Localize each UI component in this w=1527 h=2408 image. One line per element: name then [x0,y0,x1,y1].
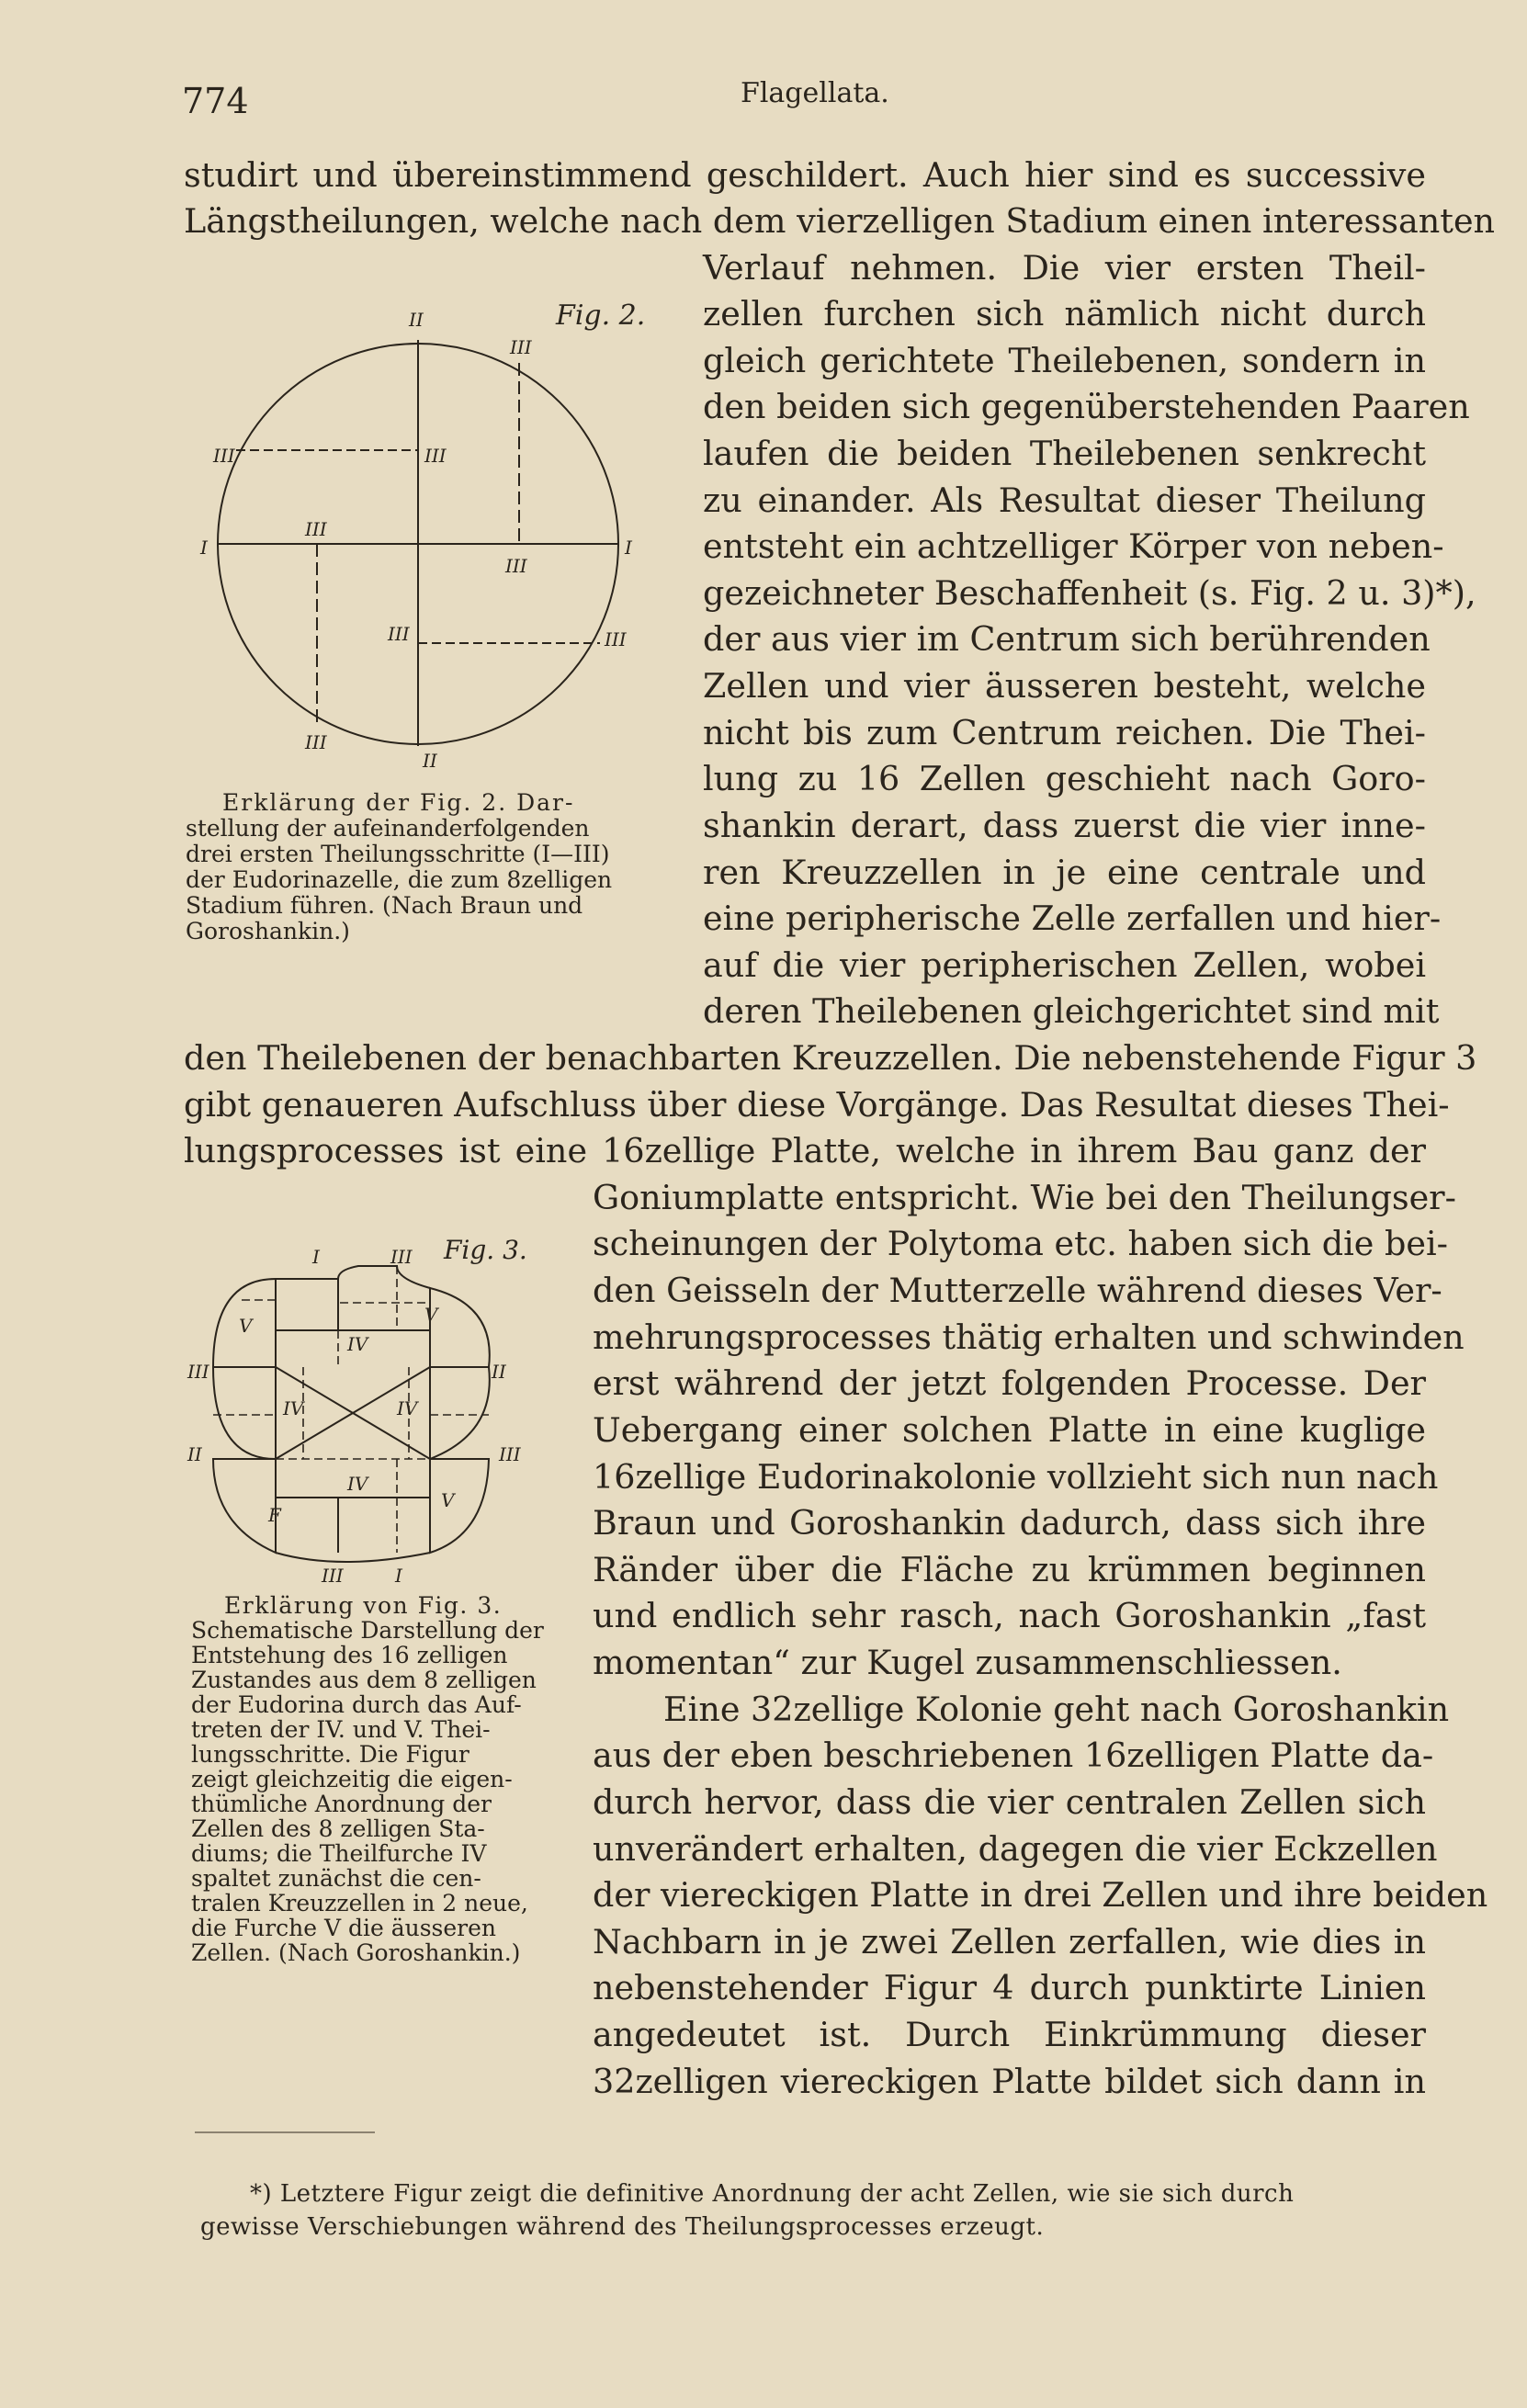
fig3-caption-line: Erklärung von Fig. 3. [224,1592,503,1619]
fig3-label: IV [397,1397,418,1419]
fig2-label: III [305,518,327,540]
body-line: den Geisseln der Mutterzelle während dieses Ver- [593,1271,1442,1310]
fig2-label: II [423,750,437,772]
body-line: Braun und Goroshankin dadurch, dass sich ihre [593,1503,1426,1543]
fig3-caption-line: zeigt gleichzeitig die eigen- [191,1766,513,1792]
figure-3-diagram [184,1231,551,1589]
body-line: den Theilebenen der benachbarten Kreuzzellen. Die nebenstehende Figur 3 [184,1038,1477,1078]
body-line: 16zellige Eudorinakolonie vollzieht sich nun nach [593,1457,1439,1497]
body-line: Nachbarn in je zwei Zellen zerfallen, wie dies in [593,1922,1426,1961]
body-line: und endlich sehr rasch, nach Goroshankin „fast [593,1596,1426,1635]
fig3-label: II [492,1361,506,1383]
fig3-label: IV [347,1333,368,1355]
body-line: eine peripherische Zelle zerfallen und hier- [703,899,1442,938]
body-line: entsteht ein achtzelliger Körper von neben- [703,526,1444,566]
body-line: laufen die beiden Theilebenen senkrecht [703,434,1426,473]
body-line: deren Theilebenen gleichgerichtet sind mit [703,991,1440,1031]
body-line: mehrungsprocesses thätig erhalten und schwinden [593,1317,1465,1357]
fig3-caption-line: treten der IV. und V. Thei- [191,1716,491,1743]
fig3-label: IV [283,1397,304,1419]
body-line: gezeichneter Beschaffenheit (s. Fig. 2 u. 3)*), [703,573,1476,613]
fig3-label: IV [347,1473,368,1495]
fig3-caption-line: der Eudorina durch das Auf- [191,1691,522,1718]
body-line: nebenstehender Figur 4 durch punktirte Linien [593,1968,1426,2007]
fig2-label: III [505,555,527,577]
running-head: Flagellata. [741,77,889,109]
fig3-label: II [187,1443,202,1465]
fig2-label: III [213,445,235,467]
footnote-line: gewisse Verschiebungen während des Theilungsprocesses erzeugt. [200,2213,1045,2241]
body-line: 32zelligen viereckigen Platte bildet sich dann in [593,2062,1426,2101]
fig3-label: F [268,1504,281,1526]
body-line: shankin derart, dass zuerst die vier inne- [703,806,1426,845]
footnote-line: *) Letztere Figur zeigt die definitive Anordnung der acht Zellen, wie sie sich durch [250,2180,1295,2208]
fig3-caption-line: diums; die Theilfurche IV [191,1840,487,1867]
body-line: Verlauf nehmen. Die vier ersten Theil- [703,248,1426,288]
fig3-caption-line: Zustandes aus dem 8 zelligen [191,1667,537,1693]
fig3-caption-line: Zellen des 8 zelligen Sta- [191,1815,485,1842]
body-line: der viereckigen Platte in drei Zellen und ihre beiden [593,1875,1488,1915]
fig3-title: Fig. 3. [444,1235,527,1265]
body-line: nicht bis zum Centrum reichen. Die Thei- [703,713,1426,752]
fig2-label: I [625,537,632,559]
fig3-label: III [322,1565,344,1587]
body-line: auf die vier peripherischen Zellen, wobei [703,945,1426,985]
body-line: angedeutet ist. Durch Einkrümmung dieser [593,2015,1426,2054]
body-line: unverändert erhalten, dagegen die vier Eckzellen [593,1829,1438,1869]
fig3-label: I [312,1246,320,1268]
body-line: gleich gerichtete Theilebenen, sondern in [703,341,1426,380]
fig3-caption-line: Schematische Darstellung der [191,1617,544,1644]
fig2-caption-line: stellung der aufeinanderfolgenden [186,815,590,842]
fig2-label: III [605,628,627,650]
body-line: der aus vier im Centrum sich berührenden [703,619,1431,659]
body-line: Eine 32zellige Kolonie geht nach Goroshankin [663,1690,1450,1729]
fig2-label: III [510,336,532,358]
body-line: Zellen und vier äusseren besteht, welche [703,666,1426,706]
fig3-label: III [187,1361,209,1383]
fig2-title: Fig. 2. [556,300,646,332]
body-line: scheinungen der Polytoma etc. haben sich die bei- [593,1224,1448,1263]
fig2-caption-line: Erklärung der Fig. 2. Dar- [222,789,575,816]
body-line: aus der eben beschriebenen 16zelligen Platte da- [593,1735,1434,1775]
figure-2-diagram [184,299,662,776]
fig2-label: I [200,537,208,559]
body-line: zu einander. Als Resultat dieser Theilung [703,480,1426,520]
body-line: gibt genaueren Aufschluss über diese Vorgänge. Das Resultat dieses Thei- [184,1085,1450,1125]
body-line: durch hervor, dass die vier centralen Zellen sich [593,1782,1426,1822]
body-line: studirt und übereinstimmend geschildert. Auch hier sind es successive [184,155,1426,195]
footnote-rule [195,2131,375,2133]
fig3-label: I [395,1565,402,1587]
fig2-caption-line: Stadium führen. (Nach Braun und [186,892,583,919]
page-number: 774 [182,81,249,121]
fig3-label: III [390,1246,413,1268]
fig3-caption-line: spaltet zunächst die cen- [191,1865,481,1892]
fig3-label: V [424,1304,438,1326]
body-line: erst während der jetzt folgenden Processe. Der [593,1363,1426,1403]
fig2-caption-line: der Eudorinazelle, die zum 8zelligen [186,866,613,893]
body-line: Uebergang einer solchen Platte in eine kuglige [593,1410,1426,1450]
fig2-label: III [388,623,410,645]
body-line: Ränder über die Fläche zu krümmen beginnen [593,1550,1426,1589]
body-line: momentan“ zur Kugel zusammenschliessen. [593,1643,1342,1682]
fig2-label: III [305,731,327,753]
fig3-label: V [239,1315,253,1337]
body-line: ren Kreuzzellen in je eine centrale und [703,853,1426,892]
fig3-caption-line: die Furche V die äusseren [191,1915,497,1941]
fig2-label: III [424,445,447,467]
body-line: Goniumplatte entspricht. Wie bei den Theilungser- [593,1178,1456,1217]
fig3-caption-line: lungsschritte. Die Figur [191,1741,469,1768]
fig3-caption-line: thümliche Anordnung der [191,1791,492,1817]
body-line: lungsprocesses ist eine 16zellige Platte, welche in ihrem Bau ganz der [184,1131,1426,1170]
fig3-caption-line: Zellen. (Nach Goroshankin.) [191,1939,521,1966]
fig3-label: III [499,1443,521,1465]
fig2-label: II [409,309,424,331]
body-line: den beiden sich gegenüberstehenden Paaren [703,387,1470,426]
body-line: lung zu 16 Zellen geschieht nach Goro- [703,759,1426,798]
fig3-label: V [441,1489,455,1511]
fig3-caption-line: tralen Kreuzzellen in 2 neue, [191,1890,528,1916]
fig3-caption-line: Entstehung des 16 zelligen [191,1642,508,1668]
fig2-caption-line: drei ersten Theilungsschritte (I—III) [186,841,610,867]
body-line: zellen furchen sich nämlich nicht durch [703,294,1426,334]
body-line: Längstheilungen, welche nach dem vierzelligen Stadium einen interessanten [184,201,1496,241]
fig2-caption-line: Goroshankin.) [186,918,350,944]
